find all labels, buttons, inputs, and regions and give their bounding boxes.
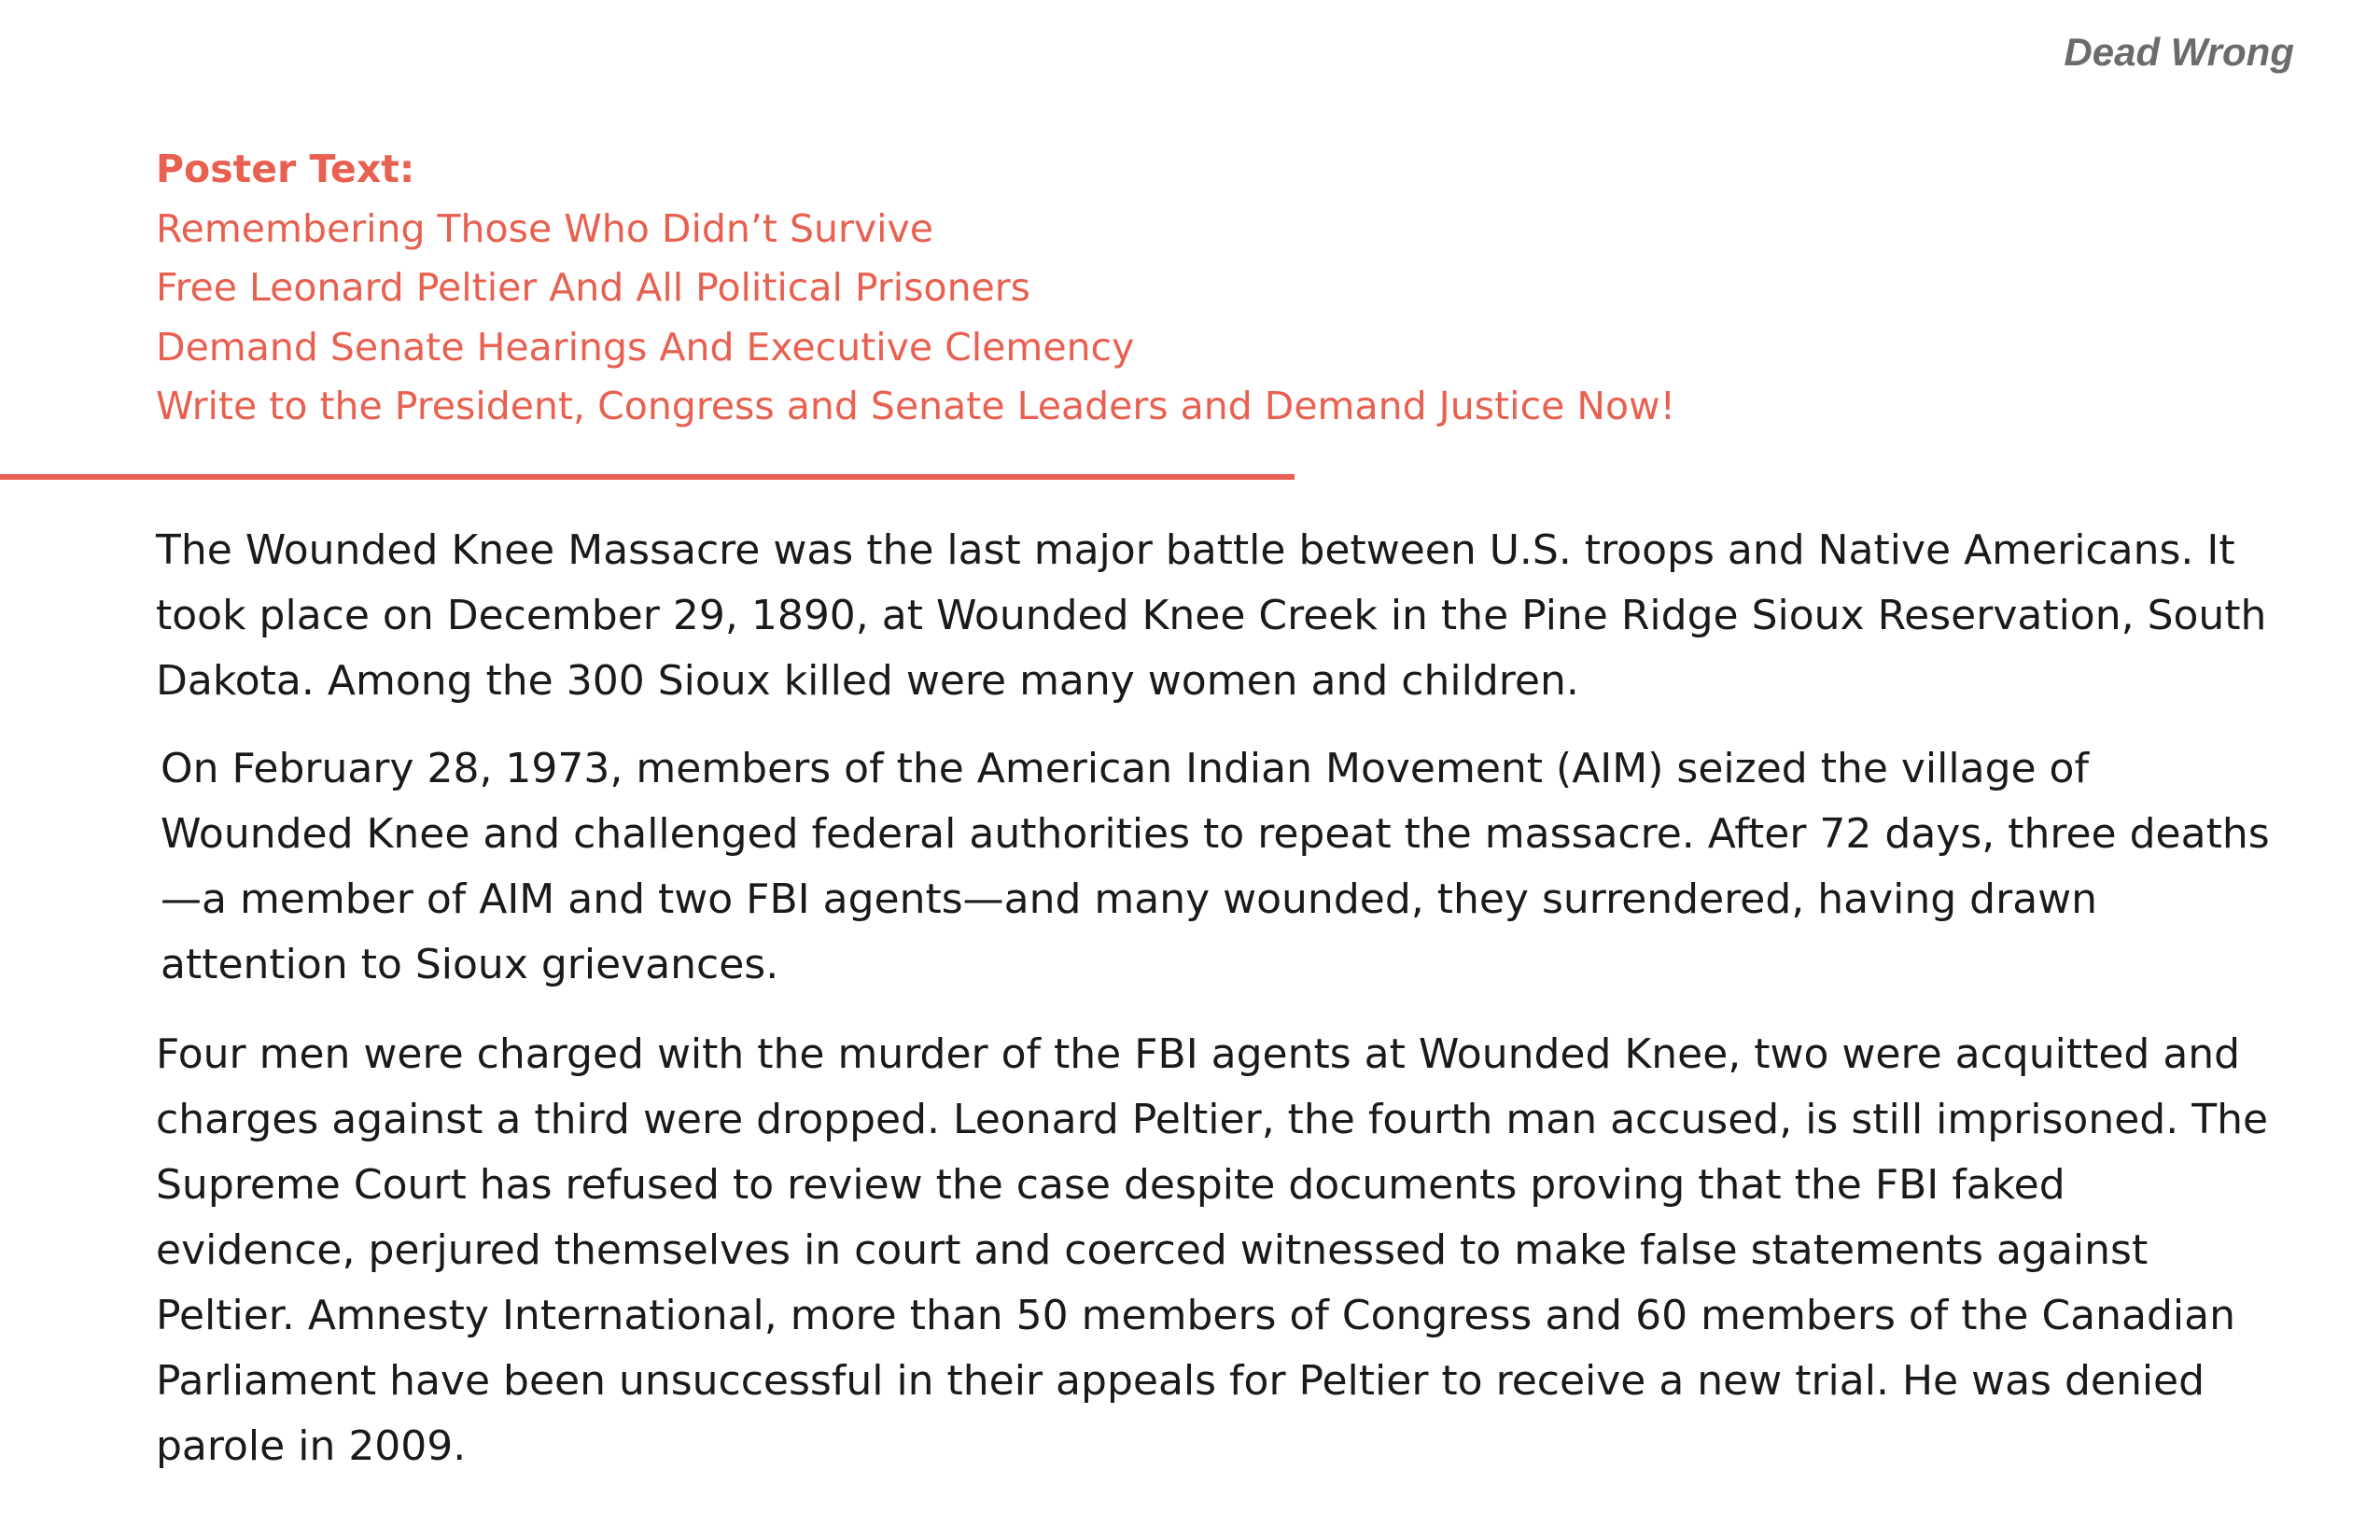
page-header-tag: Dead Wrong bbox=[2064, 30, 2294, 74]
body-paragraph: Four men were charged with the murder of the FBI agents at Wounded Knee, two were acquitted and charges against a third were dropped. Leonard Peltier, the fourth man accused, is still imprisoned. The Supreme Court has refused to review the case despite documents proving that the FBI faked evidence, perjured themselves in court and coerced witnessed to make false statements against Peltier. Amnesty International, more than 50 members of Congress and 60 members of the Canadian Parliament have been unsuccessful in their appeals for Peltier to receive a new trial. He was denied parole in 2009. bbox=[156, 1030, 2269, 1470]
body-paragraph: The Wounded Knee Massacre was the last major battle between U.S. troops and Native Americans. It took place on December 29, 1890, at Wounded Knee Creek in the Pine Ridge Sioux Reservation, South Dakota. Among the 300 Sioux killed were many women and children. bbox=[156, 526, 2267, 705]
poster-line: Write to the President, Congress and Senate Leaders and Demand Justice Now! bbox=[156, 384, 1676, 428]
section-divider bbox=[0, 474, 1295, 480]
poster-text-block bbox=[156, 140, 1675, 437]
body-text bbox=[156, 518, 2275, 1479]
poster-heading: Poster Text: bbox=[156, 147, 415, 191]
poster-line: Free Leonard Peltier And All Political Prisoners bbox=[156, 265, 1030, 310]
poster-line: Remembering Those Who Didn’t Survive bbox=[156, 205, 934, 251]
body-paragraph: On February 28, 1973, members of the American Indian Movement (AIM) seized the village of Wounded Knee and challenged federal authorities to repeat the massacre. After 72 days, three deaths—a member of AIM and two FBI agents—and many wounded, they surrendered, having drawn attention to Sioux grievances. bbox=[161, 745, 2270, 988]
poster-line: Demand Senate Hearings And Executive Clemency bbox=[156, 324, 1135, 370]
